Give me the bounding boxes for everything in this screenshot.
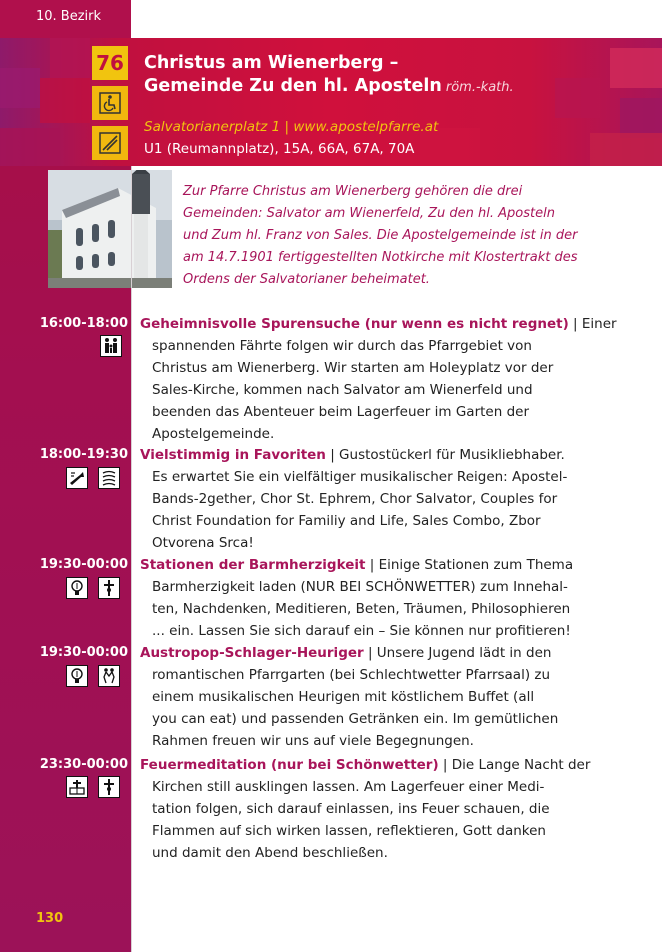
event-description: Austropop-Schlager-Heuriger | Unsere Jugend lädt in den romantischen Pfarrgarten (bei Schlechtwetter Pfarrsaal) zu einem musikalischen Heurigen mit köstlichem Buffet (all you can eat) und passenden Getränken ein. Im gemütlichen Rahmen freuen wir uns auf viele Begegnungen. (140, 645, 559, 749)
event-description: Geheimnisvolle Spurensuche (nur wenn es nicht regnet) | Einer spannenden Fährte folgen wir durch das Pfarrgebiet von Christus am Wienerberg. Wir starten am Holeyplatz vor der Sales-Kirche, kommen nach Salvator am Wienerfeld und beenden das Abenteuer beim Lagerfeuer im Garten der Apostelgemeinde. (140, 316, 617, 442)
event-description: Stationen der Barmherzigkeit | Einige Stationen zum Thema Barmherzigkeit laden (NUR BEI SCHÖNWETTER) zum Innehal- ten, Nachdenken, Meditieren, Beten, Träumen, Philosophieren ... ein. Lassen Sie sich darauf ein – Sie können nur profitieren! (140, 557, 574, 639)
transit-info: U1 (Reumannplatz), 15A, 66A, 67A, 70A (144, 141, 415, 157)
prayer-icon (98, 577, 120, 599)
event-time: 19:30-00:00 (39, 645, 128, 660)
event-time: 18:00-19:30 (39, 447, 128, 462)
event-title: Stationen der Barmherzigkeit (140, 557, 366, 573)
event-title: Vielstimmig in Favoriten (140, 447, 326, 463)
dance-icon (98, 665, 120, 687)
event-time: 16:00-18:00 (39, 316, 128, 331)
address[interactable]: Salvatorianerplatz 1 | www.apostelpfarre.at (144, 119, 439, 135)
event-time: 23:30-00:00 (39, 757, 128, 772)
divider (131, 166, 132, 952)
event-time: 19:30-00:00 (39, 557, 128, 572)
family-icon (100, 335, 122, 357)
wheelchair-icon (92, 86, 128, 120)
event-icons (66, 776, 120, 798)
lightbulb-icon (66, 577, 88, 599)
event-title: Geheimnisvolle Spurensuche (nur wenn es nicht regnet) (140, 316, 569, 332)
choir-icon (98, 467, 120, 489)
event-description: Vielstimmig in Favoriten | Gustostückerl für Musikliebhaber. Es erwartet Sie ein vielfältiger musikalischer Reigen: Apostel- Bands-2gether, Chor St. Ephrem, Chor Salvator, Couples for Christ Foundation for Familiy and Life, Sales Combo, Zbor Otvorena Srca! (140, 447, 568, 551)
entry-title (144, 52, 514, 99)
event-title: Austropop-Schlager-Heuriger (140, 645, 364, 661)
no-parking-icon (92, 126, 128, 160)
event-icons (66, 665, 120, 687)
title-line-2: Gemeinde Zu den hl. Aposteln (144, 76, 442, 96)
title-line-1: Christus am Wienerberg – (144, 53, 399, 73)
denomination: röm.-kath. (445, 80, 514, 95)
event-icons (66, 577, 120, 599)
church-photo (48, 170, 172, 288)
event-title: Feuermeditation (nur bei Schönwetter) (140, 757, 439, 773)
intro-text: Zur Pfarre Christus am Wienerberg gehören die drei Gemeinden: Salvator am Wienerfeld, Zu den hl. Aposteln und Zum hl. Franz von Sales. Die Apostelgemeinde ist in der am 14.7.1901 fertiggestellten Notkirche mit Klostertrakt des Ordens der Salvatorianer beheimatet. (183, 184, 578, 287)
event-icons (100, 335, 122, 357)
bible-icon (66, 776, 88, 798)
prayer-icon (98, 776, 120, 798)
entry-number: 76 (92, 46, 128, 80)
district-label: 10. Bezirk (36, 9, 102, 24)
event-icons (66, 467, 120, 489)
lightbulb-icon (66, 665, 88, 687)
event-description: Feuermeditation (nur bei Schönwetter) | Die Lange Nacht der Kirchen still ausklingen lassen. Am Lagerfeuer einer Medi- tation folgen, sich darauf einlassen, ins Feuer schauen, die Flammen auf sich wirken lassen, reflektieren, Gott danken und damit den Abend beschließen. (140, 757, 591, 861)
page-number: 130 (36, 911, 64, 926)
trumpet-icon (66, 467, 88, 489)
